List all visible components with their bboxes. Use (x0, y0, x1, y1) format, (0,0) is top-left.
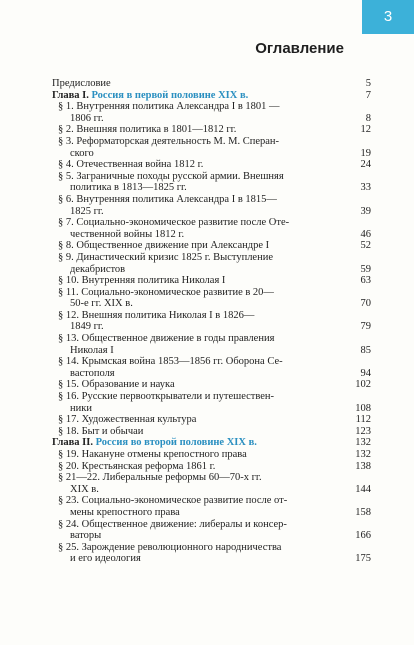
toc-entry-title: § 17. Художественная культура (58, 414, 197, 426)
toc-entry[interactable] (52, 78, 371, 90)
toc-entry[interactable] (52, 495, 371, 518)
toc-page-number: 132 (355, 437, 371, 449)
chapter-label: Глава II. (52, 437, 96, 449)
toc-entry-title: § 15. Образование и наука (58, 379, 175, 391)
toc-entry[interactable] (52, 542, 371, 565)
toc-entry-title: XIX в. (70, 483, 99, 495)
toc-page-number: 112 (355, 414, 371, 426)
toc-entry[interactable] (52, 171, 371, 194)
toc-page-number: 108 (355, 402, 371, 414)
toc-page-number: 24 (360, 159, 371, 171)
toc-page-number: 59 (360, 263, 371, 275)
table-of-contents (52, 78, 371, 565)
toc-entry-title: вастополя (70, 367, 115, 379)
toc-page-number: 79 (360, 321, 371, 333)
toc-page-number: 102 (355, 379, 371, 391)
toc-entry[interactable] (52, 136, 371, 159)
toc-entry[interactable] (52, 391, 371, 414)
toc-entry[interactable] (52, 379, 371, 391)
toc-entry-title: мены крепостного права (70, 506, 180, 518)
toc-page-number: 144 (355, 483, 371, 495)
toc-entry-title: Николая I (70, 344, 114, 356)
toc-entry[interactable] (52, 449, 371, 461)
toc-entry-title: ники (70, 402, 92, 414)
toc-entry[interactable] (52, 426, 371, 438)
toc-entry-title: § 14. Крымская война 1853—1856 гг. Оборона Се- (58, 356, 283, 368)
toc-entry-title: § 8. Общественное движение при Александре I (58, 240, 270, 252)
toc-entry-title: 1825 гг. (70, 205, 104, 217)
toc-entry-title: § 4. Отечественная война 1812 г. (58, 159, 204, 171)
chapter-label: Глава I. (52, 89, 92, 101)
toc-page-number: 166 (355, 530, 371, 542)
toc-entry[interactable] (52, 461, 371, 473)
toc-entry[interactable] (52, 414, 371, 426)
toc-page-number: 158 (355, 506, 371, 518)
toc-chapter[interactable] (52, 90, 371, 102)
toc-entry[interactable] (52, 333, 371, 356)
toc-entry-title: § 24. Общественное движение: либералы и консер- (58, 518, 287, 530)
toc-entry-title: 1849 гг. (70, 321, 104, 333)
toc-page-number: 94 (360, 367, 371, 379)
toc-entry-title: § 10. Внутренняя политика Николая I (58, 275, 226, 287)
toc-page-number: 52 (360, 240, 371, 252)
toc-entry-title: ваторы (70, 530, 102, 542)
toc-page-number: 85 (360, 344, 371, 356)
toc-entry-title: § 25. Зарождение революционного народничества (58, 541, 282, 553)
toc-entry-title: § 23. Социально-экономическое развитие после от- (58, 495, 288, 507)
toc-entry-title: Предисловие (52, 78, 111, 89)
toc-entry-title: § 3. Реформаторская деятельность М. М. Сперан- (58, 135, 280, 147)
page-number-tab (362, 0, 414, 34)
chapter-name: Россия во второй половине XIX в. (95, 437, 257, 449)
toc-entry-title: 1806 гг. (70, 112, 104, 124)
toc-entry-title: декабристов (70, 263, 126, 275)
toc-page-number: 5 (365, 78, 371, 89)
toc-entry-title: § 2. Внешняя политика в 1801—1812 гг. (58, 124, 237, 136)
toc-entry-title: § 7. Социально-экономическое развитие после Оте- (58, 217, 290, 229)
toc-entry[interactable] (52, 101, 371, 124)
toc-entry[interactable] (52, 252, 371, 275)
chapter-name: Россия в первой половине XIX в. (91, 89, 249, 101)
toc-entry[interactable] (52, 356, 371, 379)
toc-entry-title: § 13. Общественное движение в годы правления (58, 333, 275, 345)
toc-entry-title: § 11. Социально-экономическое развитие в 20— (58, 286, 274, 298)
toc-entry-title: § 16. Русские первооткрыватели и путешествен- (58, 391, 275, 403)
toc-page-number: 123 (355, 425, 371, 437)
toc-entry-title: § 6. Внутренняя политика Александра I в 1815— (58, 193, 277, 205)
toc-page-number: 33 (360, 182, 371, 194)
toc-page-number: 70 (360, 298, 371, 310)
toc-page-number: 12 (360, 124, 371, 136)
toc-entry-title: § 9. Династический кризис 1825 г. Выступление (58, 251, 273, 263)
toc-page-number: 19 (360, 147, 371, 159)
toc-entry[interactable] (52, 310, 371, 333)
toc-entry-title: и его идеология (70, 553, 141, 565)
toc-entry-title: § 12. Внешняя политика Николая I в 1826— (58, 309, 255, 321)
page-title: Оглавление (255, 40, 344, 57)
toc-entry[interactable] (52, 240, 371, 252)
toc-entry[interactable] (52, 217, 371, 240)
toc-entry-title: ского (70, 147, 94, 159)
toc-chapter[interactable] (52, 437, 371, 449)
toc-entry-title: § 1. Внутренняя политика Александра I в 1801 — (58, 101, 280, 113)
toc-page-number: 46 (360, 228, 371, 240)
toc-page-number: 39 (360, 205, 371, 217)
toc-entry-title: § 5. Заграничные походы русской армии. Внешняя (58, 170, 284, 182)
toc-entry[interactable] (52, 194, 371, 217)
toc-page-number: 138 (355, 460, 371, 472)
toc-entry[interactable] (52, 275, 371, 287)
toc-entry-title: § 21—22. Либеральные реформы 60—70-х гг. (58, 472, 262, 484)
toc-page-number: 63 (360, 275, 371, 287)
toc-entry[interactable] (52, 287, 371, 310)
toc-entry-title: § 20. Крестьянская реформа 1861 г. (58, 460, 216, 472)
toc-page-number: 132 (355, 449, 371, 460)
toc-entry[interactable] (52, 472, 371, 495)
page-number: 3 (383, 8, 393, 25)
toc-page-number: 175 (355, 553, 371, 565)
toc-page-number: 7 (365, 89, 371, 101)
toc-page-number: 8 (365, 112, 371, 124)
toc-entry-title: 50-е гг. XIX в. (70, 298, 133, 310)
toc-entry-title: § 18. Быт и обычаи (58, 425, 144, 437)
toc-entry-title: чественной войны 1812 г. (70, 228, 185, 240)
toc-entry[interactable] (52, 519, 371, 542)
toc-entry-title: политика в 1813—1825 гг. (70, 182, 187, 194)
toc-entry-title: § 19. Накануне отмены крепостного права (58, 449, 247, 460)
toc-entry[interactable] (52, 124, 371, 136)
toc-entry[interactable] (52, 159, 371, 171)
